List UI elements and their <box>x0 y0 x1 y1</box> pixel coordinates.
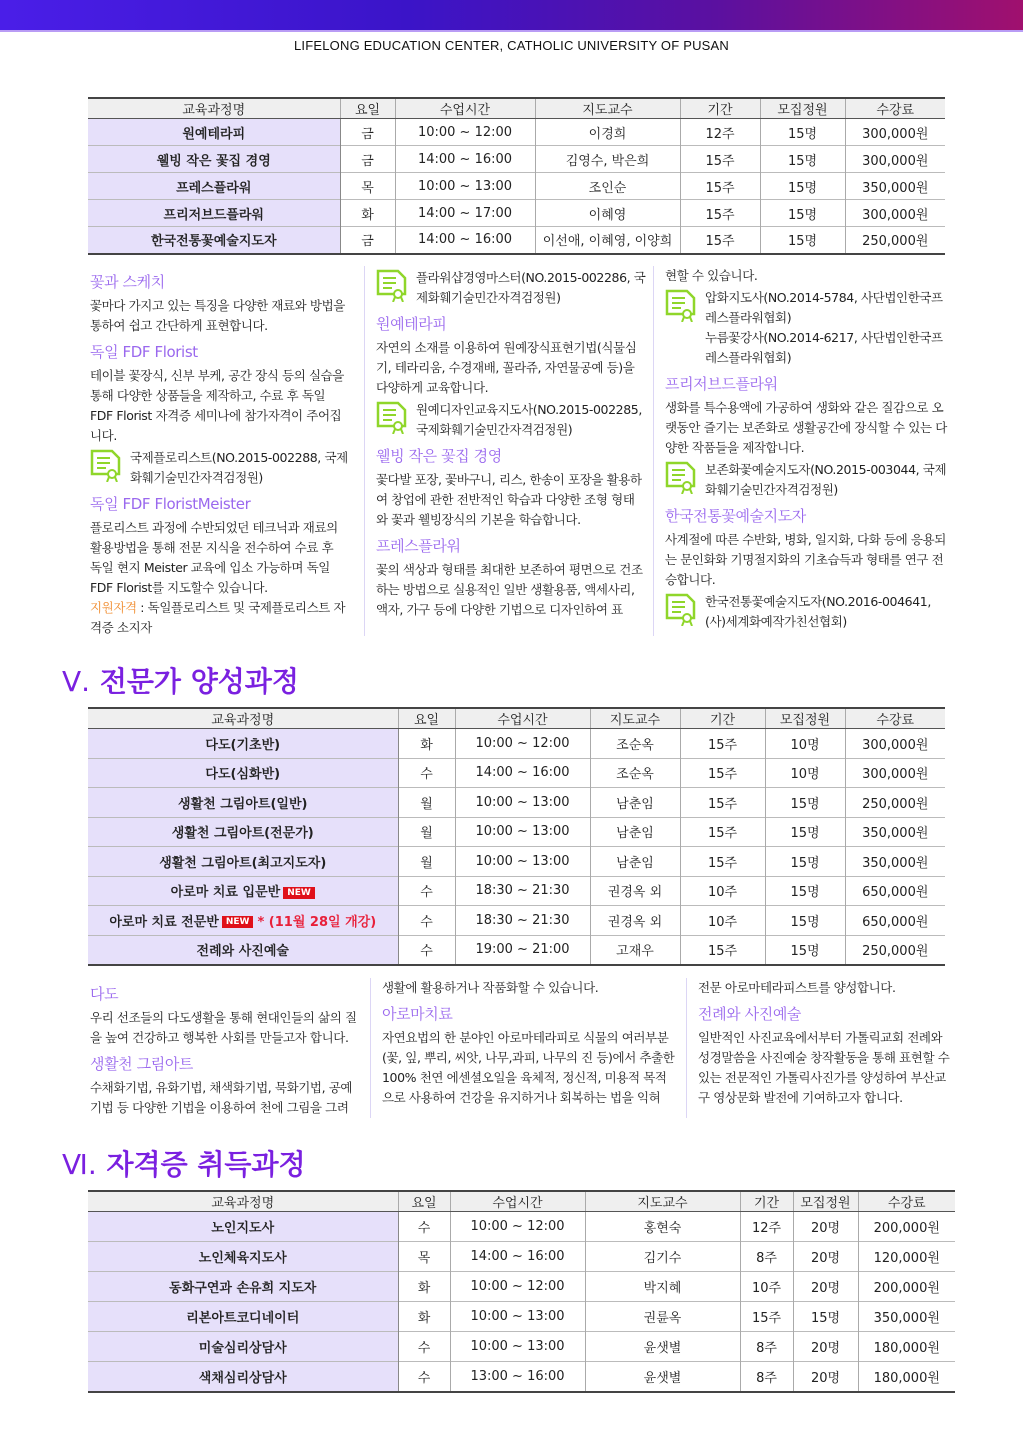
column-divider <box>653 266 654 636</box>
table-row <box>88 173 945 200</box>
cell-period: 15주 <box>680 146 760 173</box>
cell-fee: 200,000원 <box>858 1212 955 1242</box>
cell-fee: 250,000원 <box>845 935 945 965</box>
column-header-period: 기간 <box>680 98 760 119</box>
cell-fee: 350,000원 <box>858 1302 955 1332</box>
cell-time: 10:00 ~ 13:00 <box>395 173 535 200</box>
cell-time: 14:00 ~ 16:00 <box>455 758 590 788</box>
cell-fee: 180,000원 <box>858 1332 955 1362</box>
cell-day: 월 <box>398 817 455 847</box>
course-name: 다도(기초반) <box>205 737 281 753</box>
column-header-time: 수업시간 <box>455 708 590 729</box>
cell-day: 수 <box>398 1212 450 1242</box>
certificate-icon <box>376 268 408 302</box>
table-header-row <box>88 708 945 729</box>
cell-course-name <box>88 146 340 173</box>
cell-fee: 300,000원 <box>845 729 945 759</box>
description-column <box>698 978 954 1108</box>
course-name: 한국전통꽃예술지도자 <box>150 234 277 250</box>
cell-capacity: 15명 <box>760 119 845 146</box>
cell-capacity: 15명 <box>760 146 845 173</box>
cell-instructor: 고재우 <box>590 935 680 965</box>
course-description: 일반적인 사진교육에서부터 가톨릭교회 전례와 성경말씀을 사진예술 창작활동을 통해 표현할 수 있는 전문적인 가톨릭사진가를 양성하여 부산교구 영상문화 발전에 기여하고자 합니다. <box>698 1030 950 1105</box>
column-header-period: 기간 <box>740 1191 793 1212</box>
cell-capacity: 15명 <box>765 847 845 877</box>
cell-day: 화 <box>398 729 455 759</box>
cell-course-name <box>88 758 398 788</box>
certificate-icon <box>665 460 697 494</box>
cell-time: 10:00 ~ 13:00 <box>455 847 590 877</box>
certificate-icon <box>90 448 122 482</box>
table-row <box>88 1332 955 1362</box>
cell-capacity: 20명 <box>793 1242 858 1272</box>
cell-capacity: 20명 <box>793 1212 858 1242</box>
cell-day: 수 <box>398 906 455 936</box>
course-name: 아로마 치료 입문반 <box>170 885 281 901</box>
header-gradient-bar <box>0 0 1023 32</box>
cell-period: 15주 <box>680 817 765 847</box>
new-badge: NEW <box>283 887 315 899</box>
cell-course-name <box>88 119 340 146</box>
table-row <box>88 729 945 759</box>
cell-capacity: 15명 <box>760 227 845 254</box>
column-header-capacity: 모집정원 <box>765 708 845 729</box>
cell-capacity: 20명 <box>793 1332 858 1362</box>
course-heading: 꽃과 스케치 <box>90 273 165 291</box>
certificate-text: 한국전통꽃예술지도자(NO.2016-004641, (사)세계화예작가친선협회) <box>705 594 931 629</box>
column-header-fee: 수강료 <box>858 1191 955 1212</box>
cell-period: 10주 <box>680 876 765 906</box>
cell-instructor: 윤샛별 <box>585 1362 740 1392</box>
course-name: 원예테라피 <box>182 126 246 142</box>
cell-period: 15주 <box>680 788 765 818</box>
course-description: 전문 아로마테라피스트를 양성합니다. <box>698 980 896 995</box>
cell-period: 15주 <box>680 227 760 254</box>
cell-time: 10:00 ~ 13:00 <box>455 788 590 818</box>
table-row <box>88 876 945 906</box>
table-row <box>88 935 945 965</box>
cell-course-name <box>88 200 340 227</box>
cell-course-name <box>88 1332 398 1362</box>
section-title-expert <box>62 660 299 700</box>
column-header-course-name: 교육과정명 <box>88 1191 398 1212</box>
course-name: 웰빙 작은 꽃집 경영 <box>156 153 271 169</box>
table-row <box>88 119 945 146</box>
course-heading: 전례와 사진예술 <box>698 1005 801 1023</box>
course-description: 우리 선조들의 다도생활을 통해 현대인들의 삶의 질을 높여 건강하고 행복한 사회를 만들고자 합니다. <box>90 1010 357 1045</box>
cell-fee: 650,000원 <box>845 876 945 906</box>
course-description: 테이블 꽃장식, 신부 부케, 공간 장식 등의 실습을 통해 다양한 상품들을 제작하고, 수료 후 독일 FDF Florist 자격증 세미나에 참가자격이 주어집니다. <box>90 368 344 443</box>
certificate-text: 보존화꽃예술지도자(NO.2015-003044, 국제화훼기술민간자격검정원) <box>705 462 947 497</box>
cell-time: 10:00 ~ 12:00 <box>455 729 590 759</box>
cell-instructor: 권경옥 외 <box>590 906 680 936</box>
cell-capacity: 15명 <box>760 173 845 200</box>
column-header-day: 요일 <box>398 708 455 729</box>
table-row <box>88 817 945 847</box>
expert-course-table <box>88 707 945 966</box>
course-heading: 아로마치료 <box>382 1005 453 1023</box>
course-name: 동화구연과 손유희 지도자 <box>169 1281 317 1296</box>
certificate-item <box>665 460 950 500</box>
course-heading: 프리저브드플라워 <box>665 375 778 393</box>
course-name: 노인지도사 <box>211 1221 275 1236</box>
course-heading: 생활천 그림아트 <box>90 1055 193 1073</box>
column-header-day: 요일 <box>340 98 395 119</box>
column-header-instructor: 지도교수 <box>590 708 680 729</box>
table-row <box>88 1212 955 1242</box>
header-subtitle: LIFELONG EDUCATION CENTER, CATHOLIC UNIVERSITY OF PUSAN <box>293 38 729 53</box>
eligibility-label: 지원자격 <box>90 600 137 615</box>
cell-day: 수 <box>398 935 455 965</box>
certificate-text: 누름꽃강사(NO.2014-6217, 사단법인한국프레스플라워협회) <box>705 330 943 365</box>
cell-capacity: 10명 <box>765 729 845 759</box>
cell-fee: 200,000원 <box>858 1272 955 1302</box>
eligibility-text: : 독일플로리스트 및 국제플로리스트 자격증 소지자 <box>90 600 346 635</box>
cell-period: 10주 <box>680 906 765 936</box>
certificate-course-table <box>88 1190 955 1393</box>
cell-time: 18:30 ~ 21:30 <box>455 876 590 906</box>
course-name: 생활천 그림아트(일반) <box>178 796 308 812</box>
cell-capacity: 15명 <box>765 788 845 818</box>
certificate-text-group <box>705 288 950 368</box>
cell-day: 수 <box>398 1332 450 1362</box>
column-header-fee: 수강료 <box>845 708 945 729</box>
course-name: 색채심리상담사 <box>198 1370 287 1386</box>
course-heading: 다도 <box>90 985 119 1003</box>
column-divider <box>686 978 687 1118</box>
cell-instructor: 조순옥 <box>590 758 680 788</box>
table-row <box>88 227 945 254</box>
column-header-time: 수업시간 <box>395 98 535 119</box>
cell-period: 15주 <box>680 847 765 877</box>
cell-day: 수 <box>398 876 455 906</box>
certificate-text-group <box>705 460 950 500</box>
cell-day: 목 <box>340 173 395 200</box>
certificate-text-group <box>130 448 348 488</box>
opening-date-note: * (11월 28일 개강) <box>257 914 377 930</box>
cell-time: 18:30 ~ 21:30 <box>455 906 590 936</box>
cell-fee: 300,000원 <box>845 758 945 788</box>
certificate-item <box>90 448 348 488</box>
course-description: 꽃다발 포장, 꽃바구니, 리스, 한송이 포장을 활용하여 창업에 관한 전반적인 학습과 다양한 조형 형태와 꽃과 웰빙장식의 기본을 학습합니다. <box>376 472 642 527</box>
cell-time: 14:00 ~ 17:00 <box>395 200 535 227</box>
cell-time: 10:00 ~ 12:00 <box>395 119 535 146</box>
table-row <box>88 1242 955 1272</box>
cell-instructor: 윤샛별 <box>585 1332 740 1362</box>
table-row <box>88 1362 955 1392</box>
cell-fee: 250,000원 <box>845 227 945 254</box>
cell-course-name <box>88 817 398 847</box>
cell-instructor: 이혜영 <box>535 200 680 227</box>
certificate-text-group <box>416 400 646 440</box>
cell-fee: 350,000원 <box>845 847 945 877</box>
cell-course-name <box>88 1302 398 1332</box>
course-description: 현할 수 있습니다. <box>665 268 758 283</box>
column-divider <box>370 978 371 1118</box>
cell-time: 14:00 ~ 16:00 <box>395 227 535 254</box>
cell-time: 14:00 ~ 16:00 <box>450 1242 585 1272</box>
cell-time: 13:00 ~ 16:00 <box>450 1362 585 1392</box>
certificate-text: 국제플로리스트(NO.2015-002288, 국제화훼기술민간자격검정원) <box>130 450 348 485</box>
section-heading: 자격증 취득과정 <box>106 1148 306 1181</box>
certificate-text-group <box>705 592 950 632</box>
course-name: 생활천 그림아트(전문가) <box>171 826 314 842</box>
certificate-item <box>376 400 646 440</box>
course-description: 생화를 특수용액에 가공하여 생화와 같은 질감으로 오랫동안 즐기는 보존화로 생활공간에 장식할 수 있는 다양한 작품들을 제작합니다. <box>665 400 947 455</box>
cell-period: 15주 <box>680 173 760 200</box>
cell-period: 10주 <box>740 1272 793 1302</box>
course-heading: 웰빙 작은 꽃집 경영 <box>376 447 502 465</box>
cell-instructor: 조인순 <box>535 173 680 200</box>
certificate-text: 원예디자인교육지도사(NO.2015-002285, 국제화훼기술민간자격검정원) <box>416 402 642 437</box>
cell-time: 10:00 ~ 12:00 <box>450 1272 585 1302</box>
cell-capacity: 15명 <box>765 876 845 906</box>
section-number: Ⅵ. <box>62 1148 97 1181</box>
course-name: 프리저브드플라워 <box>163 207 264 223</box>
course-description: 자연의 소재를 이용하여 원예장식표현기법(식물심기, 테라리움, 수경재배, 꼴라쥬, 자연물공예 등)을 다양하게 교육합니다. <box>376 340 637 395</box>
cell-course-name <box>88 1242 398 1272</box>
cell-fee: 300,000원 <box>845 200 945 227</box>
cell-course-name <box>88 729 398 759</box>
cell-instructor: 김기수 <box>585 1242 740 1272</box>
cell-capacity: 15명 <box>760 200 845 227</box>
column-header-instructor: 지도교수 <box>535 98 680 119</box>
cell-course-name <box>88 788 398 818</box>
table-row <box>88 146 945 173</box>
course-name: 리본아트코디네이터 <box>186 1311 300 1326</box>
course-description: 생활에 활용하거나 작품화할 수 있습니다. <box>382 980 599 995</box>
table-row <box>88 200 945 227</box>
certificate-text: 압화지도사(NO.2014-5784, 사단법인한국프레스플라워협회) <box>705 290 943 325</box>
cell-course-name <box>88 227 340 254</box>
cell-fee: 350,000원 <box>845 817 945 847</box>
course-description: 플로리스트 과정에 수반되었던 테크닉과 재료의 활용방법을 통해 전문 지식을 전수하여 수료 후 독일 현지 Meister 교육에 입소 가능하며 독일 FDF Florist를 지도할수 있습니다. <box>90 520 338 595</box>
column-header-capacity: 모집정원 <box>793 1191 858 1212</box>
course-description: 자연요법의 한 분야인 아로마테라피로 식물의 여러부분(꽃, 잎, 뿌리, 씨앗, 나무,과피, 나무의 진 등)에서 추출한 100% 천연 에센셜오일을 육체적, 정신적, 미용적 목적으로 사용하여 건강을 유지하거나 회복하는 법을 익혀 <box>382 1030 675 1105</box>
certificate-item <box>376 268 646 308</box>
course-heading: 한국전통꽃예술지도자 <box>665 507 806 525</box>
description-column <box>90 978 360 1118</box>
course-name: 전례와 사진예술 <box>196 944 289 959</box>
course-description: 수채화기법, 유화기법, 채색화기법, 묵화기법, 공예기법 등 다양한 기법을 이용하여 천에 그림을 그려 <box>90 1080 353 1115</box>
cell-instructor: 김영수, 박은희 <box>535 146 680 173</box>
cell-fee: 120,000원 <box>858 1242 955 1272</box>
cell-course-name <box>88 1272 398 1302</box>
cell-day: 화 <box>398 1302 450 1332</box>
table-header-row <box>88 98 945 119</box>
cell-time: 10:00 ~ 13:00 <box>450 1302 585 1332</box>
cell-day: 금 <box>340 119 395 146</box>
section-title-certificate <box>62 1143 306 1183</box>
cell-period: 12주 <box>680 119 760 146</box>
cell-day: 수 <box>398 758 455 788</box>
cell-day: 금 <box>340 227 395 254</box>
course-name: 프레스플라워 <box>176 180 252 196</box>
column-header-capacity: 모집정원 <box>760 98 845 119</box>
certificate-item <box>665 592 950 632</box>
certificate-icon <box>376 400 408 434</box>
cell-fee: 300,000원 <box>845 146 945 173</box>
section-heading: 전문가 양성과정 <box>99 665 299 698</box>
table-row <box>88 1302 955 1332</box>
cell-day: 월 <box>398 847 455 877</box>
certificate-text: 플라워샵경영마스터(NO.2015-002286, 국제화훼기술민간자격검정원) <box>416 270 646 305</box>
cell-course-name <box>88 847 398 877</box>
cell-instructor: 박지혜 <box>585 1272 740 1302</box>
cell-period: 12주 <box>740 1212 793 1242</box>
course-heading: 프레스플라워 <box>376 537 461 555</box>
cell-day: 금 <box>340 146 395 173</box>
column-header-course-name: 교육과정명 <box>88 98 340 119</box>
description-column <box>90 266 348 638</box>
cell-period: 15주 <box>680 758 765 788</box>
cell-day: 수 <box>398 1362 450 1392</box>
column-header-fee: 수강료 <box>845 98 945 119</box>
cell-day: 화 <box>340 200 395 227</box>
cell-instructor: 남춘임 <box>590 817 680 847</box>
cell-course-name <box>88 876 398 906</box>
table-row <box>88 1272 955 1302</box>
cell-instructor: 이경희 <box>535 119 680 146</box>
cell-period: 15주 <box>680 729 765 759</box>
eligibility-note <box>90 598 348 638</box>
cell-time: 10:00 ~ 13:00 <box>450 1332 585 1362</box>
cell-capacity: 10명 <box>765 758 845 788</box>
certificate-icon <box>665 288 697 322</box>
column-header-time: 수업시간 <box>450 1191 585 1212</box>
cell-fee: 180,000원 <box>858 1362 955 1392</box>
cell-time: 10:00 ~ 13:00 <box>455 817 590 847</box>
description-column <box>376 266 646 620</box>
cell-instructor: 권륜옥 <box>585 1302 740 1332</box>
column-header-period: 기간 <box>680 708 765 729</box>
cell-period: 15주 <box>680 200 760 227</box>
cell-capacity: 15명 <box>793 1302 858 1332</box>
cell-course-name <box>88 935 398 965</box>
cell-instructor: 이선애, 이혜영, 이양희 <box>535 227 680 254</box>
cell-capacity: 15명 <box>765 906 845 936</box>
cell-fee: 650,000원 <box>845 906 945 936</box>
cell-fee: 250,000원 <box>845 788 945 818</box>
certificate-item <box>665 288 950 368</box>
cell-instructor: 조순옥 <box>590 729 680 759</box>
table-row <box>88 906 945 936</box>
column-divider <box>364 266 365 636</box>
description-column <box>382 978 676 1108</box>
course-name: 아로마 치료 전문반 <box>109 914 219 930</box>
cell-instructor: 홍현숙 <box>585 1212 740 1242</box>
cell-period: 15주 <box>680 935 765 965</box>
course-description: 꽃마다 가지고 있는 특징을 다양한 재료와 방법을 통하여 쉽고 간단하게 표현합니다. <box>90 298 345 333</box>
course-name: 미술심리상담사 <box>198 1341 287 1356</box>
cell-period: 8주 <box>740 1242 793 1272</box>
cell-capacity: 15명 <box>765 817 845 847</box>
course-name: 다도(심화반) <box>205 767 281 783</box>
course-heading: 독일 FDF Florist <box>90 343 198 361</box>
cell-day: 목 <box>398 1242 450 1272</box>
table-header-row <box>88 1191 955 1212</box>
cell-course-name <box>88 906 398 936</box>
column-header-instructor: 지도교수 <box>585 1191 740 1212</box>
table-row <box>88 758 945 788</box>
column-header-day: 요일 <box>398 1191 450 1212</box>
cell-period: 8주 <box>740 1362 793 1392</box>
cell-time: 14:00 ~ 16:00 <box>395 146 535 173</box>
cell-capacity: 20명 <box>793 1362 858 1392</box>
cell-period: 15주 <box>740 1302 793 1332</box>
cell-capacity: 15명 <box>765 935 845 965</box>
cell-capacity: 20명 <box>793 1272 858 1302</box>
new-badge: NEW <box>222 916 254 928</box>
table-row <box>88 788 945 818</box>
course-description: 사계절에 따른 수반화, 병화, 일지화, 다화 등에 응용되는 문인화화 기명절지화의 기초습득과 형태를 연구 전승합니다. <box>665 532 946 587</box>
certificate-icon <box>665 592 697 626</box>
cell-course-name <box>88 1362 398 1392</box>
course-description: 꽃의 색상과 형태를 최대한 보존하여 평면으로 건조하는 방법으로 실용적인 일반 생활용품, 액세사리, 액자, 가구 등에 다양한 기법으로 디자인하여 표 <box>376 562 643 617</box>
flower-course-table <box>88 97 945 255</box>
cell-time: 19:00 ~ 21:00 <box>455 935 590 965</box>
cell-fee: 300,000원 <box>845 119 945 146</box>
section-number: Ⅴ. <box>62 665 91 698</box>
course-name: 노인체육지도사 <box>198 1251 287 1266</box>
course-heading: 원예테라피 <box>376 315 447 333</box>
table-row <box>88 847 945 877</box>
cell-course-name <box>88 1212 398 1242</box>
cell-instructor: 권경옥 외 <box>590 876 680 906</box>
cell-day: 월 <box>398 788 455 818</box>
certificate-text-group <box>416 268 646 308</box>
cell-period: 8주 <box>740 1332 793 1362</box>
description-column <box>665 266 950 634</box>
cell-fee: 350,000원 <box>845 173 945 200</box>
cell-instructor: 남춘임 <box>590 847 680 877</box>
cell-course-name <box>88 173 340 200</box>
cell-day: 화 <box>398 1272 450 1302</box>
course-name: 생활천 그림아트(최고지도자) <box>159 855 327 871</box>
course-heading: 독일 FDF FloristMeister <box>90 495 251 513</box>
cell-time: 10:00 ~ 12:00 <box>450 1212 585 1242</box>
cell-instructor: 남춘임 <box>590 788 680 818</box>
column-header-course-name: 교육과정명 <box>88 708 398 729</box>
